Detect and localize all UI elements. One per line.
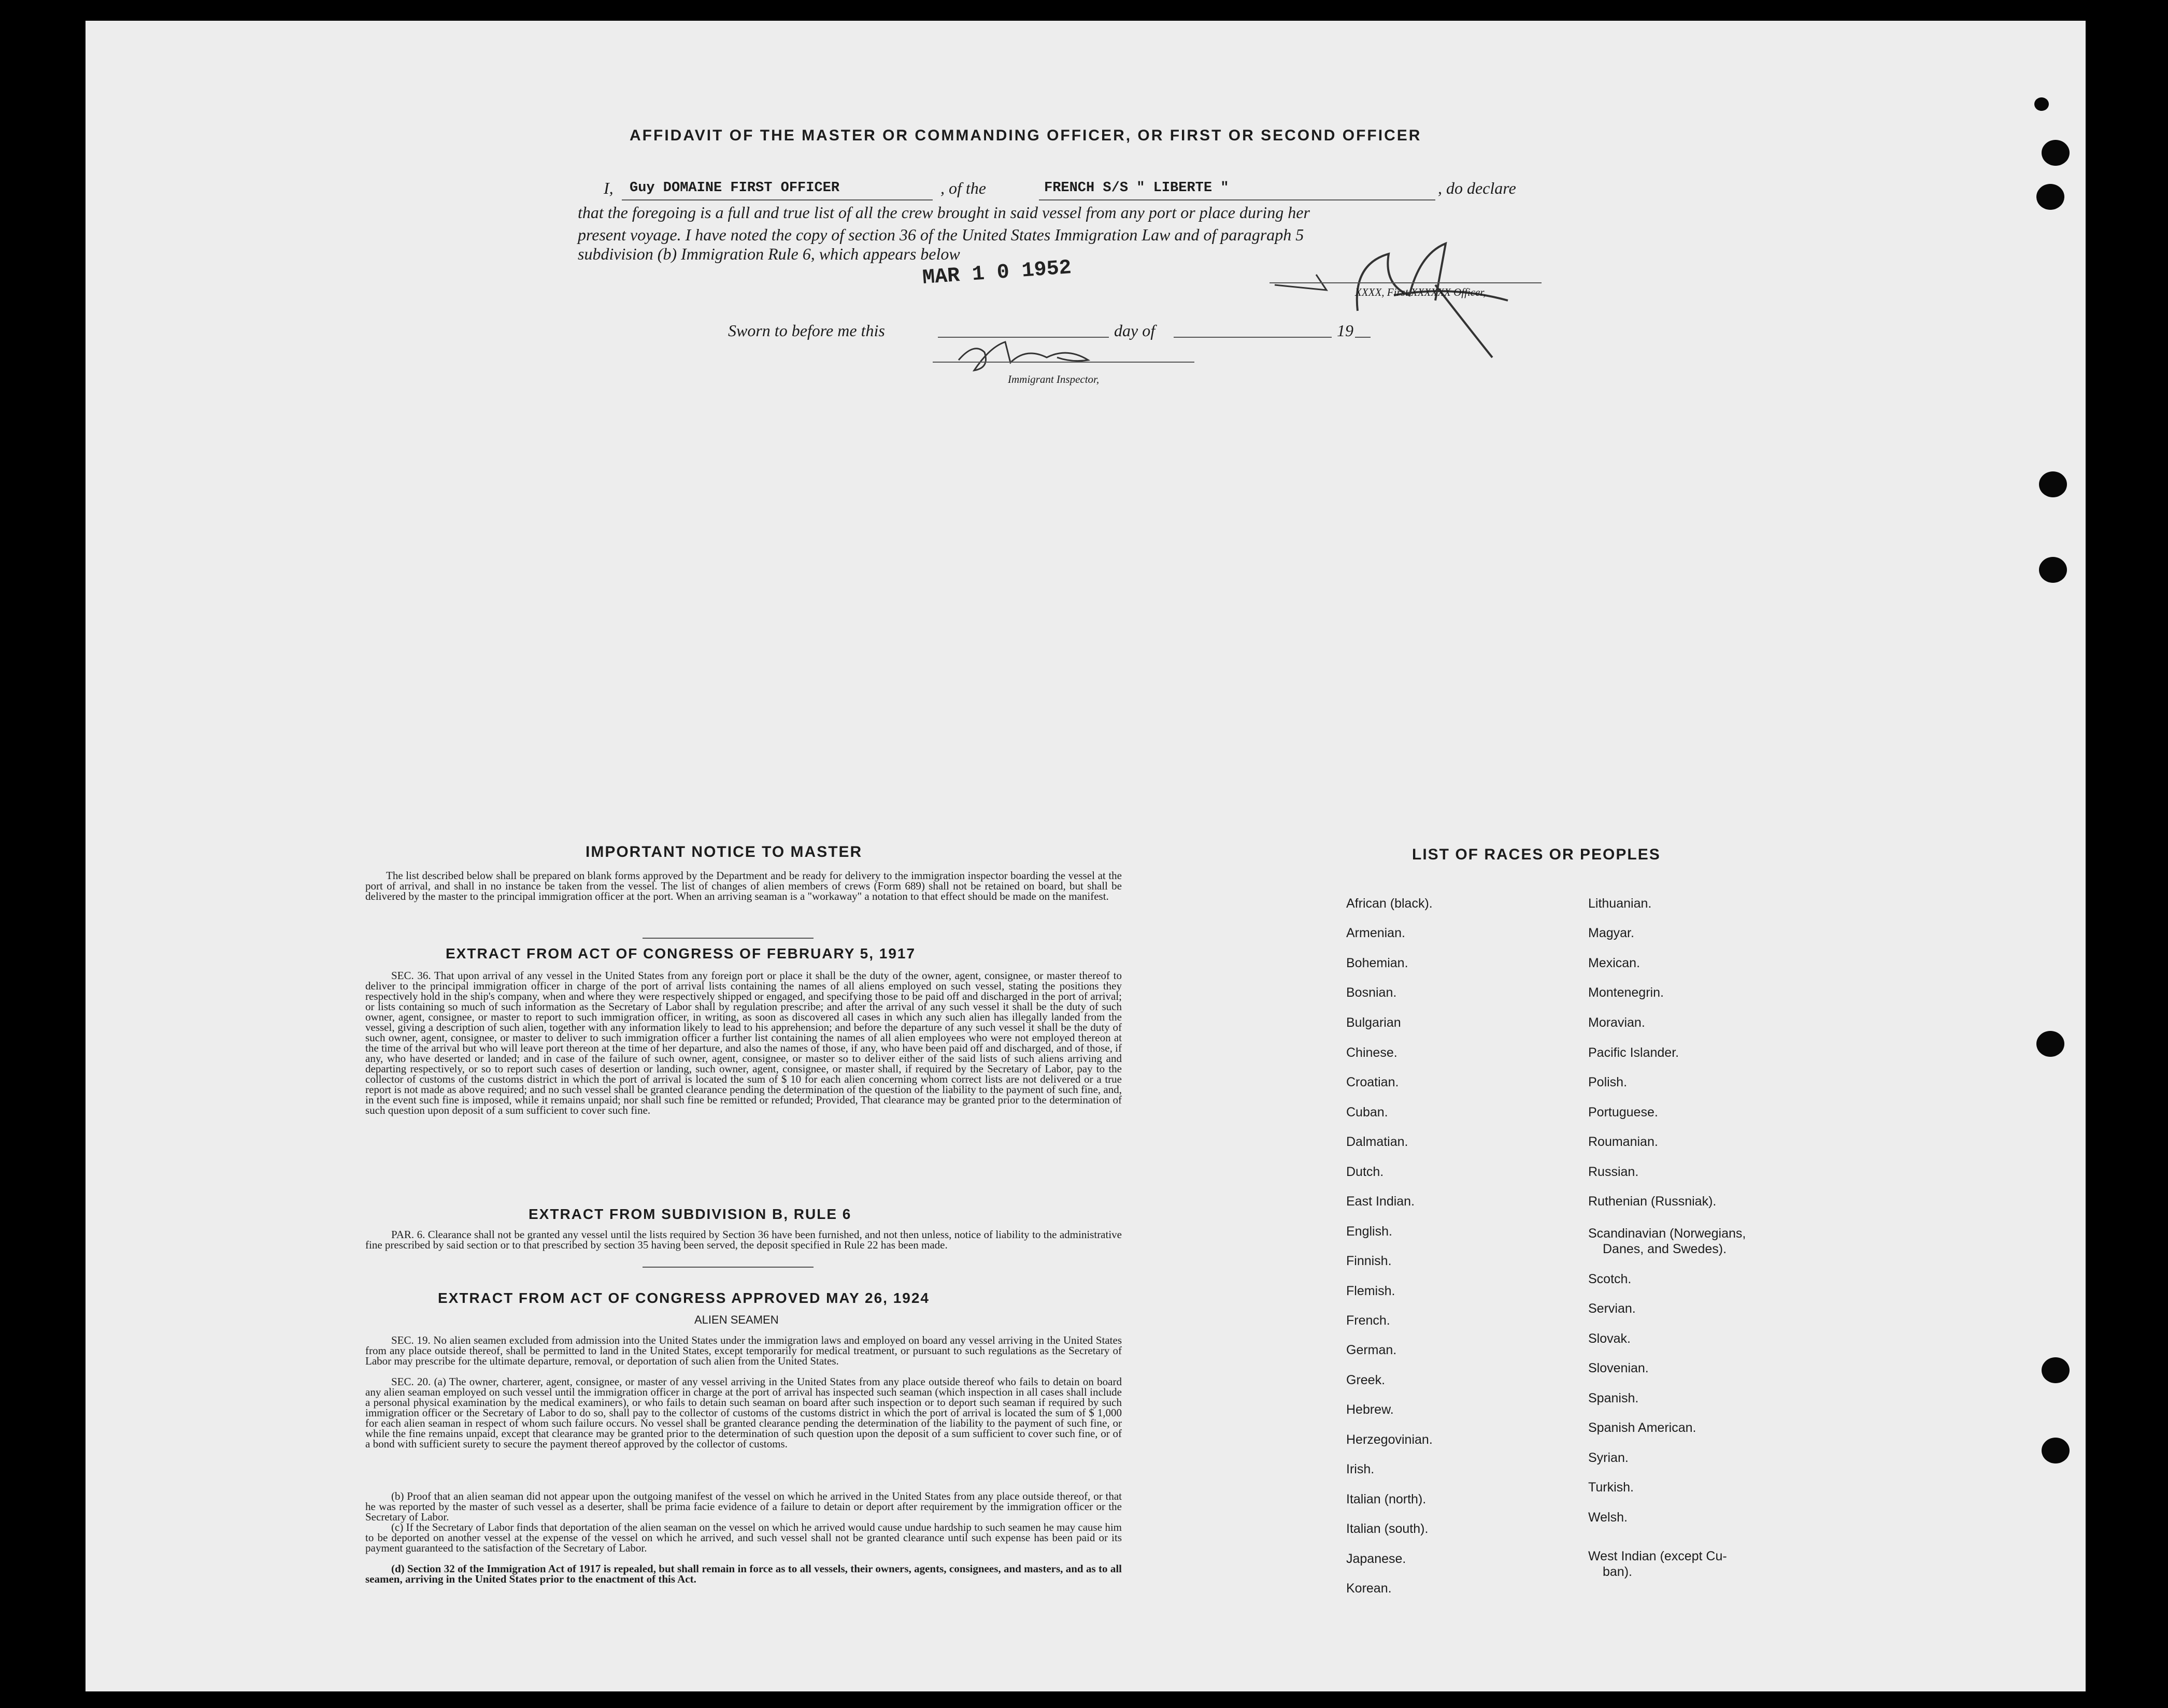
race-item: Finnish. — [1346, 1254, 1392, 1268]
race-item: Pacific Islander. — [1588, 1045, 1679, 1060]
race-item: Cuban. — [1346, 1105, 1388, 1119]
race-item: West Indian (except Cu- — [1588, 1549, 1727, 1563]
race-item: Greek. — [1346, 1373, 1386, 1387]
officer-name: Guy DOMAINE FIRST OFFICER — [630, 180, 840, 196]
race-item: Hebrew. — [1346, 1402, 1394, 1417]
subdivision-b-body: PAR. 6. Clearance shall not be granted any vessel until the lists required by Section 36 have been furnished, and not then unless, notice of liability to the administrative fine prescribed by said section or to that prescribed by section 35 having been served, the deposit specified in Rule 22 has been made. — [365, 1228, 1122, 1251]
races-title: LIST OF RACES OR PEOPLES — [1412, 846, 1661, 863]
punch-hole — [2039, 471, 2067, 497]
race-item: French. — [1346, 1313, 1390, 1328]
sworn-day-of: day of — [1114, 321, 1156, 340]
race-item: Magyar. — [1588, 926, 1634, 940]
race-item: East Indian. — [1346, 1194, 1415, 1209]
punch-hole — [2042, 140, 2070, 166]
race-item: Syrian. — [1588, 1451, 1629, 1465]
sec-20c-body: (c) If the Secretary of Labor finds that deportation of the alien seaman on the vessel on which he arrived would cause undue hardship to such seamen he may cause him to be deported on another vessel at the expense of the vessel on which he arrived, and such vessel shall not be granted clearance until such expense has been paid or its payment guaranteed to the satisfaction of the Secretary of Labor. — [365, 1521, 1122, 1554]
race-item: Moravian. — [1588, 1015, 1645, 1030]
race-item: German. — [1346, 1343, 1397, 1357]
extract-1917-body: SEC. 36. That upon arrival of any vessel in the United States from any foreign port or place it shall be the duty of the owner, agent, consignee, or master thereof to deliver to the principal immigration officer in charge of the port of arrival lists containing the names of all aliens employed on such vessel, stating the positions they respectively hold in the ship's company, when and where they were respectively shipped or engaged, and specifying those to be paid off and discharged in the port of arrival; or lists containing so much of such information as the Secretary of Labor shall by regulation prescribe; and after the arrival of any such vessel it shall be the duty of such owner, agent, consignee, or master to report to such immigration officer, in writing, as soon as discovered all cases in which any such alien has illegally landed from the vessel, giving a description of such alien, together with any information likely to lead to his apprehension; and before the departure of any such vessel it shall be the duty of such owner, agent, consignee, or master to deliver to such immigration officer a further list containing the names of all alien employees who were not employed thereon at the time of the arrival but who will leave port thereon at the time of her departure, and also the names of those, if any, who have been paid off and discharged, and of those, if any, who have deserted or landed; and in case of the failure of such owner, agent, consignee, or master so to deliver either of the said lists of such aliens arriving and departing respectively, or so to report such cases of desertion or landing, such owner, agent, consignee, or master shall, if required by the Secretary of Labor, pay to the collector of customs of the customs district in which the port of arrival is located the sum of $ 10 for each alien concerning whom correct lists are not delivered or a true report is not made as above required; and no such vessel shall be granted clearance pending the determination of the question of the liability to the payment of such fine, and, in the event such fine is imposed, while it remains unpaid; nor shall such fine be remitted or refunded; Provided, That clearance may be granted prior to the determination of such question upon deposit of a sum sufficient to cover such fine. — [365, 969, 1122, 1116]
sec-20b-body: (b) Proof that an alien seaman did not appear upon the outgoing manifest of the vessel on which he arrived in the United States from any place outside thereof, or that he was reported by the master of such vessel as a deserter, shall be prima facie evidence of a failure to detain or deport after requirement by the immigration officer or the Secretary of Labor. — [365, 1490, 1122, 1523]
race-item: Croatian. — [1346, 1075, 1399, 1089]
race-item: Italian (south). — [1346, 1522, 1429, 1536]
race-item: Armenian. — [1346, 926, 1405, 940]
race-item: Danes, and Swedes). — [1603, 1242, 1727, 1256]
race-item: Bohemian. — [1346, 956, 1408, 970]
sec-20d-body: (d) Section 32 of the Immigration Act of 1917 is repealed, but shall remain in force as to all vessels, their owners, agents, consignees, and masters, and as to all seamen, arriving in the United States prior to the enactment of this Act. — [365, 1562, 1122, 1585]
vessel-name: FRENCH S/S " LIBERTE " — [1044, 180, 1229, 196]
race-item: Spanish American. — [1588, 1420, 1696, 1435]
affidavit-line-2: that the foregoing is a full and true list of all the crew brought in said vessel from any port or place during her — [578, 203, 1310, 222]
punch-hole — [2036, 1031, 2064, 1057]
race-item: Dutch. — [1346, 1165, 1384, 1179]
extract-1917-title: EXTRACT FROM ACT OF CONGRESS OF FEBRUARY 5, 1917 — [446, 945, 916, 961]
affidavit-i: I, — [604, 179, 614, 197]
sworn-year: 19 — [1337, 321, 1353, 340]
officer-signature-label: XXXX, First XXXXXX Officer, — [1355, 286, 1486, 298]
race-item: Dalmatian. — [1346, 1135, 1408, 1149]
alien-seamen-subtitle: ALIEN SEAMEN — [694, 1313, 779, 1326]
date-stamp: MAR 1 0 1952 — [921, 256, 1073, 290]
inspector-label: Immigrant Inspector, — [1008, 373, 1100, 385]
race-item: Chinese. — [1346, 1045, 1397, 1060]
race-item: Portuguese. — [1588, 1105, 1658, 1119]
race-item: Lithuanian. — [1588, 896, 1652, 911]
affidavit-title: AFFIDAVIT OF THE MASTER OR COMMANDING OFFICER, OR FIRST OR SECOND OFFICER — [630, 127, 1422, 144]
race-item: Spanish. — [1588, 1391, 1639, 1405]
race-item: Slovak. — [1588, 1331, 1631, 1346]
race-item: Scotch. — [1588, 1272, 1632, 1286]
punch-hole — [2034, 97, 2049, 111]
race-item: Polish. — [1588, 1075, 1628, 1089]
race-item: ban). — [1603, 1565, 1632, 1579]
sec-19-body: SEC. 19. No alien seamen excluded from admission into the United States under the immigration laws and employed on board any vessel arriving in the United States from any place outside thereof, shall be permitted to land in the United States, except temporarily for medical treatment, or pursuant to such regulations as the Secretary of Labor may prescribe for the ultimate departure, removal, or deportation of such alien from the United States. — [365, 1334, 1122, 1367]
punch-hole — [2036, 184, 2064, 210]
race-item: Slovenian. — [1588, 1361, 1649, 1375]
notice-title: IMPORTANT NOTICE TO MASTER — [586, 843, 863, 860]
race-item: Welsh. — [1588, 1510, 1628, 1525]
sec-20a-body: SEC. 20. (a) The owner, charterer, agent, consignee, or master of any vessel arriving in the United States from any place outside thereof who fails to detain on board any alien seaman employed on such vessel until the immigration officer in charge at the port of arrival has inspected such seaman (which inspection in all cases shall include a personal physical examination by the medical examiners), or who fails to detain such seaman on board after such inspection or to deport such seaman if required by such immigration officer or the Secretary of Labor to do so, shall pay to the collector of customs of the customs district in which the port of arrival is located the sum of $ 1,000 for each alien seaman in respect of whom such failure occurs. No vessel shall be granted clearance pending the determination of the liability to the payment of such fine, or while the fine remains unpaid, except that clearance may be granted prior to the determination of such question upon the deposit of a sum sufficient to cover such fine, or of a bond with sufficient surety to secure the payment thereof approved by the collector of customs. — [365, 1375, 1122, 1450]
do-declare-text: , do declare — [1438, 179, 1516, 197]
sworn-text: Sworn to before me this — [728, 321, 885, 340]
race-item: Japanese. — [1346, 1552, 1406, 1566]
race-item: Ruthenian (Russniak). — [1588, 1194, 1717, 1209]
race-item: Turkish. — [1588, 1480, 1634, 1495]
punch-hole — [2042, 1357, 2070, 1383]
race-item: Roumanian. — [1588, 1135, 1658, 1149]
punch-hole — [2039, 557, 2067, 583]
race-item: African (black). — [1346, 896, 1433, 911]
race-item: Italian (north). — [1346, 1492, 1427, 1506]
race-item: Servian. — [1588, 1301, 1636, 1316]
race-item: Korean. — [1346, 1581, 1392, 1596]
race-item: Scandinavian (Norwegians, — [1588, 1226, 1746, 1241]
race-item: Russian. — [1588, 1165, 1639, 1179]
of-the-text: , of the — [940, 179, 986, 197]
race-item: Montenegrin. — [1588, 985, 1664, 1000]
notice-body: The list described below shall be prepared on blank forms approved by the Department and be ready for delivery to the immigration inspector boarding the vessel at the port of arrival, and shall in no instance be taken from the vessel. The list of changes of alien members of crews (Form 689) shall not be retained on board, but shall be delivered by the master to the principal immigration officer at the port. When an arriving seaman is a "workaway" a notation to that effect should be made on the manifest. — [365, 869, 1122, 902]
race-item: Bulgarian — [1346, 1015, 1401, 1030]
extract-1924-title: EXTRACT FROM ACT OF CONGRESS APPROVED MAY 26, 1924 — [438, 1290, 930, 1306]
race-item: English. — [1346, 1224, 1392, 1239]
race-item: Herzegovinian. — [1346, 1432, 1433, 1447]
race-item: Irish. — [1346, 1462, 1375, 1476]
race-item: Bosnian. — [1346, 985, 1397, 1000]
punch-hole — [2042, 1438, 2070, 1463]
race-item: Mexican. — [1588, 956, 1641, 970]
affidavit-line-4: subdivision (b) Immigration Rule 6, which appears below — [578, 245, 960, 263]
subdivision-b-title: EXTRACT FROM SUBDIVISION B, RULE 6 — [529, 1206, 852, 1222]
race-item: Flemish. — [1346, 1284, 1395, 1298]
affidavit-line-3: present voyage. I have noted the copy of section 36 of the United States Immigration Law and of paragraph 5 — [578, 225, 1304, 244]
